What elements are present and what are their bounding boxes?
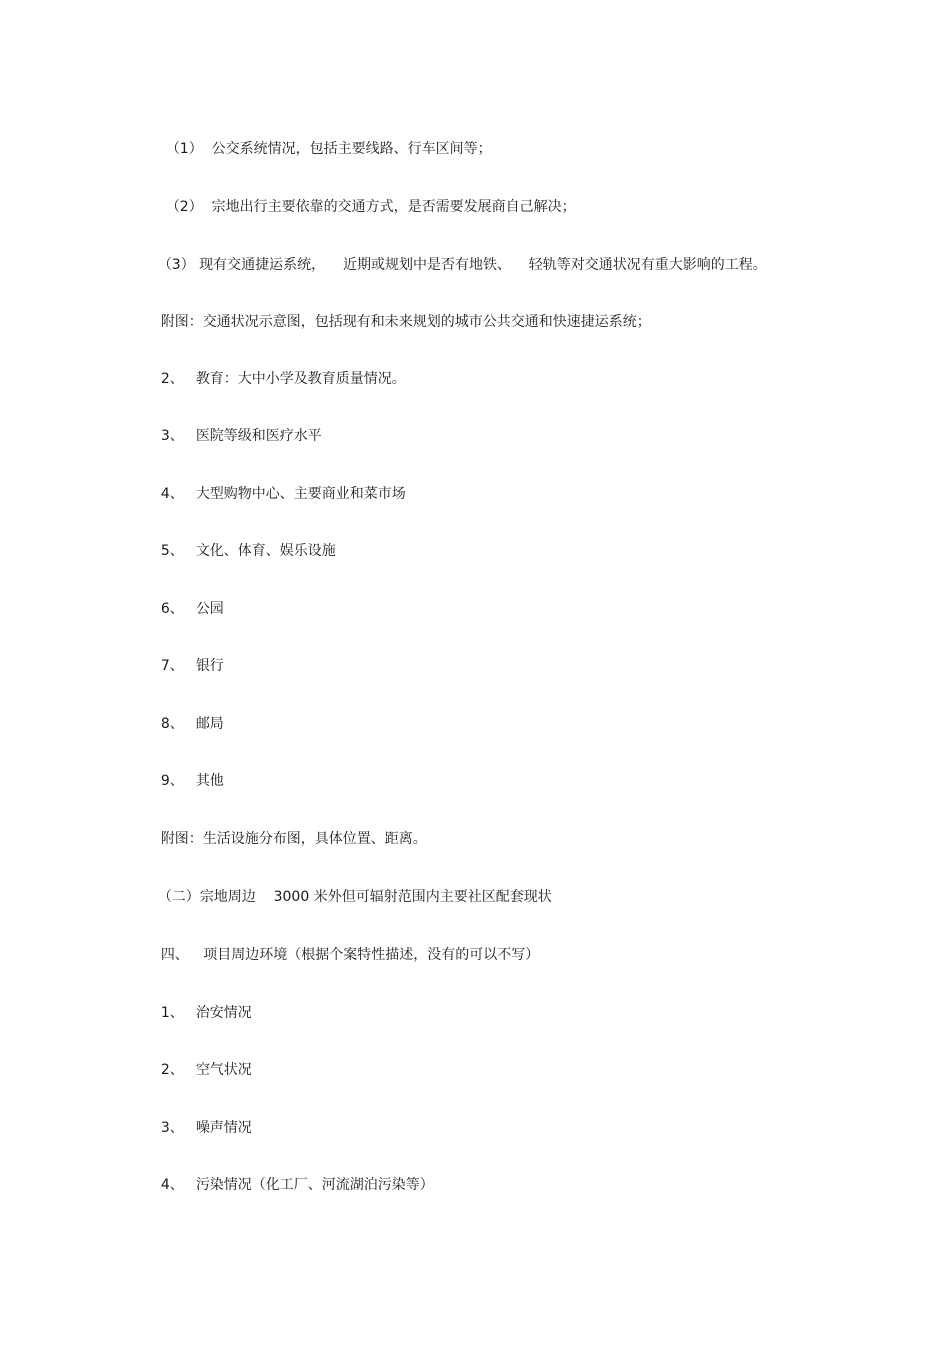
item-marker: 附图：	[160, 831, 203, 847]
item-marker: 4、	[160, 486, 184, 502]
item-text: 交通状况示意图，包括现有和未来规划的城市公共交通和快速捷运系统；	[202, 314, 651, 330]
item-marker: 1、	[160, 1005, 184, 1021]
item-marker: （3）	[157, 257, 195, 273]
item-pollution	[143, 1158, 434, 1212]
item-marker: 附图：	[160, 314, 203, 330]
item-text: 现有交通捷运系统， 近期或规划中是否有地铁、 轻轨等对交通状况有重大影响的工程。	[194, 257, 767, 273]
item-text: 教育：大中小学及教育质量情况。	[195, 371, 406, 387]
item-text: 宗地出行主要依靠的交通方式，是否需要发展商自己解决；	[202, 199, 576, 215]
item-text: 邮局	[195, 716, 224, 732]
item-text: 空气状况	[195, 1062, 252, 1078]
item-culture	[143, 524, 336, 578]
section-heading-environment	[143, 928, 539, 982]
item-text: 生活设施分布图，具体位置、距离。	[202, 831, 427, 847]
item-park	[143, 582, 224, 636]
item-text: 文化、体育、娱乐设施	[195, 543, 336, 559]
item-marker: 8、	[160, 716, 184, 732]
item-text: 治安情况	[195, 1005, 252, 1021]
item-noise	[143, 1101, 252, 1155]
item-marker: 四、	[160, 947, 189, 963]
item-shopping	[143, 467, 406, 521]
item-air-quality	[143, 1043, 252, 1097]
item-marker: （二）	[157, 889, 200, 905]
item-education	[143, 352, 406, 406]
item-hospital	[143, 409, 322, 463]
item-public-transit	[148, 122, 492, 176]
item-marker: 5、	[160, 543, 184, 559]
item-text: 项目周边环境（根据个案特性描述，没有的可以不写）	[198, 947, 540, 963]
item-marker: 6、	[160, 601, 184, 617]
item-rapid-transit	[140, 238, 767, 292]
item-text: 银行	[195, 658, 224, 674]
section-surrounding-community	[140, 870, 552, 924]
item-text: 公交系统情况，包括主要线路、行车区间等；	[202, 141, 492, 157]
item-text: 宗地周边 3000 米外但可辐射范围内主要社区配套现状	[199, 889, 552, 905]
item-bank	[143, 639, 224, 693]
item-marker: （1）	[165, 141, 203, 157]
item-text: 其他	[195, 773, 224, 789]
item-post-office	[143, 697, 224, 751]
item-text: 噪声情况	[195, 1120, 252, 1136]
item-public-security	[143, 986, 252, 1040]
item-marker: 9、	[160, 773, 184, 789]
item-marker: 2、	[160, 371, 184, 387]
attachment-traffic-map	[143, 295, 651, 349]
item-text: 公园	[195, 601, 224, 617]
item-marker: 3、	[160, 428, 184, 444]
attachment-facility-map	[143, 812, 427, 866]
item-text: 医院等级和医疗水平	[195, 428, 322, 444]
item-marker: 2、	[160, 1062, 184, 1078]
item-text: 污染情况（化工厂、河流湖泊污染等）	[195, 1177, 434, 1193]
item-marker: 7、	[160, 658, 184, 674]
item-marker: 3、	[160, 1120, 184, 1136]
item-marker: 4、	[160, 1177, 184, 1193]
item-other	[143, 754, 224, 808]
item-marker: （2）	[165, 199, 203, 215]
item-travel-mode	[148, 180, 576, 234]
item-text: 大型购物中心、主要商业和菜市场	[195, 486, 406, 502]
